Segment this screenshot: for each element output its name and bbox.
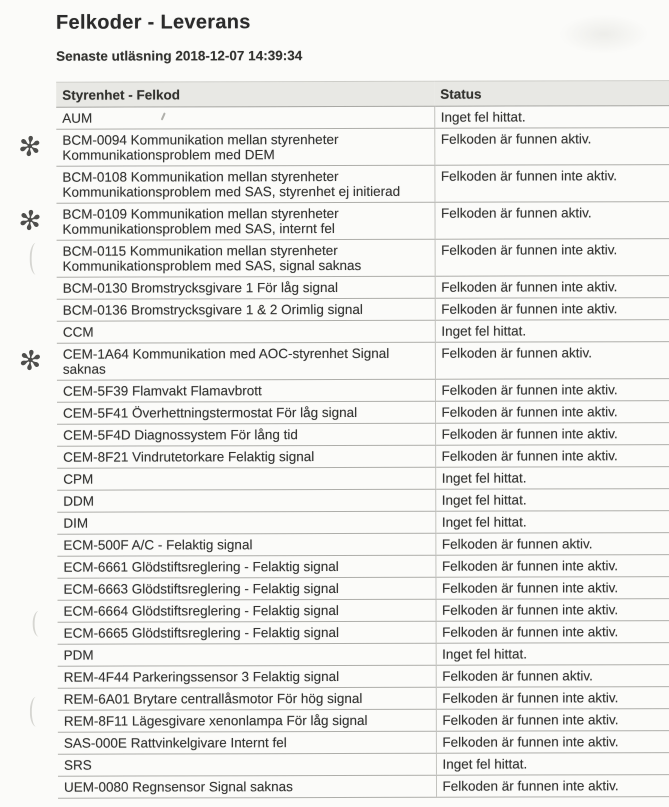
fault-code-text: CEM-1A64 Kommunikation med AOC-styrenhet Signal saknas bbox=[62, 345, 390, 377]
table-row bbox=[58, 598, 669, 622]
column-header-status: Status bbox=[434, 80, 669, 106]
fault-code-text: CEM-5F41 Överhettningstermostat För låg signal bbox=[63, 404, 358, 421]
fault-status-text: Felkoden är funnen aktiv. bbox=[434, 201, 669, 239]
fault-code-detail-text: Kommunikationsproblem med SAS, styrenhet ej initierad bbox=[62, 183, 401, 200]
fault-code-detail-text: Kommunikationsproblem med SAS, internt fel bbox=[62, 220, 335, 237]
fault-code-text: REM-4F44 Parkeringssensor 3 Felaktig signal bbox=[63, 668, 340, 685]
table-row bbox=[58, 752, 669, 776]
fault-status-text: Felkoden är funnen inte aktiv. bbox=[435, 400, 669, 423]
table-row bbox=[57, 532, 669, 556]
table-row bbox=[58, 708, 669, 732]
fault-code-text: BCM-0108 Kommunikation mellan styrenheter bbox=[62, 168, 339, 185]
fault-status-text: Felkoden är funnen inte aktiv. bbox=[435, 444, 669, 467]
fault-status-text: Felkoden är funnen inte aktiv. bbox=[435, 576, 669, 599]
table-row bbox=[57, 238, 669, 277]
fault-code-text: CPM bbox=[63, 471, 94, 487]
fault-code-text: AUM bbox=[62, 110, 93, 126]
fault-status-text: Felkoden är funnen inte aktiv. bbox=[436, 730, 669, 753]
table-row bbox=[58, 686, 669, 710]
fault-status-text: Felkoden är funnen aktiv. bbox=[436, 664, 669, 687]
fault-code-text: CEM-8F21 Vindrutetorkare Felaktig signal bbox=[63, 449, 315, 465]
fault-code-text: REM-8F11 Lägesgivare xenonlampa För låg signal bbox=[63, 712, 368, 729]
table-row bbox=[58, 730, 669, 754]
fault-code-text: CCM bbox=[62, 324, 94, 340]
table-row bbox=[57, 510, 669, 534]
fault-code-text: BCM-0094 Kommunikation mellan styrenheter bbox=[62, 131, 339, 148]
fault-status-text: Felkoden är funnen inte aktiv. bbox=[435, 422, 669, 445]
fault-status-text: Felkoden är funnen inte aktiv. bbox=[436, 708, 669, 731]
fault-status-text: Felkoden är funnen inte aktiv. bbox=[435, 378, 669, 401]
fault-status-text: Felkoden är funnen aktiv. bbox=[434, 127, 669, 165]
fault-status-text: Felkoden är funnen inte aktiv. bbox=[435, 275, 669, 298]
fault-table-header bbox=[56, 80, 669, 107]
fault-code-detail-text: Kommunikationsproblem med DEM bbox=[62, 147, 275, 163]
fault-code-detail-text: Kommunikationsproblem med SAS, signal saknas bbox=[62, 257, 362, 274]
fault-code-text: ECM-6664 Glödstiftsreglering - Felaktig signal bbox=[63, 602, 339, 619]
fault-status-text: Inget fel hittat. bbox=[436, 642, 669, 665]
fault-status-text: Felkoden är funnen inte aktiv. bbox=[436, 686, 669, 709]
last-readout-timestamp: Senaste utläsning 2018-12-07 14:39:34 bbox=[56, 48, 303, 64]
fault-code-text: UEM-0080 Regnsensor Signal saknas bbox=[63, 779, 293, 795]
table-row bbox=[57, 319, 669, 343]
column-header-styrenhet-felkod: Styrenhet - Felkod bbox=[56, 81, 434, 107]
table-row bbox=[56, 105, 669, 129]
fault-code-text: BCM-0130 Bromstrycksgivare 1 För låg signal bbox=[62, 279, 339, 296]
table-row bbox=[57, 341, 669, 380]
table-row bbox=[58, 620, 669, 644]
fault-status-text: Inget fel hittat. bbox=[434, 105, 669, 128]
handwritten-asterisk-marker: ✻ bbox=[17, 344, 44, 378]
fault-status-text: Inget fel hittat. bbox=[435, 510, 669, 533]
fault-status-text: Felkoden är funnen inte aktiv. bbox=[435, 297, 669, 320]
fault-status-text: Felkoden är funnen inte aktiv. bbox=[436, 620, 669, 643]
fault-table-body bbox=[16, 105, 669, 798]
table-row bbox=[57, 466, 669, 490]
fault-status-text: Inget fel hittat. bbox=[435, 466, 669, 489]
fault-status-text: Felkoden är funnen inte aktiv. bbox=[436, 774, 669, 797]
table-row bbox=[58, 774, 669, 798]
fault-code-text: ECM-500F A/C - Felaktig signal bbox=[63, 537, 253, 553]
fault-status-text: Felkoden är funnen inte aktiv. bbox=[435, 238, 669, 276]
table-row bbox=[58, 664, 669, 688]
fault-code-text: ECM-6661 Glödstiftsreglering - Felaktig signal bbox=[63, 558, 339, 575]
fault-code-text: SAS-000E Rattvinkelgivare Internt fel bbox=[63, 735, 287, 751]
fault-code-text: ECM-6665 Glödstiftsreglering - Felaktig signal bbox=[63, 624, 339, 641]
fault-codes-table bbox=[16, 80, 669, 799]
fault-code-text: BCM-0115 Kommunikation mellan styrenheter bbox=[62, 242, 338, 259]
table-row bbox=[57, 554, 669, 578]
fault-code-text: REM-6A01 Brytare centrallåsmotor För hög signal bbox=[63, 690, 363, 707]
page-title: Felkoder - Leverans bbox=[55, 11, 251, 34]
fault-status-text: Inget fel hittat. bbox=[435, 488, 669, 511]
fault-code-text: BCM-0136 Bromstrycksgivare 1 & 2 Orimlig signal bbox=[62, 301, 363, 318]
table-row bbox=[56, 127, 669, 166]
fault-status-text: Felkoden är funnen aktiv. bbox=[435, 341, 669, 379]
table-row bbox=[58, 642, 669, 666]
fault-status-text: Felkoden är funnen inte aktiv. bbox=[435, 554, 669, 577]
handwritten-asterisk-marker: ✻ bbox=[16, 204, 43, 238]
handwritten-asterisk-marker: ✻ bbox=[16, 130, 43, 164]
table-row bbox=[57, 275, 669, 299]
fault-code-text: CEM-5F39 Flamvakt Flamavbrott bbox=[62, 383, 262, 399]
table-row bbox=[57, 488, 669, 512]
table-row bbox=[56, 164, 669, 203]
fault-status-text: Felkoden är funnen inte aktiv. bbox=[434, 164, 669, 202]
fault-code-text: PDM bbox=[63, 647, 94, 663]
fault-status-text: Felkoden är funnen inte aktiv. bbox=[436, 598, 669, 621]
fault-code-text: DIM bbox=[63, 515, 89, 531]
fault-code-text: DDM bbox=[63, 493, 95, 509]
table-row bbox=[57, 297, 669, 321]
table-row bbox=[57, 422, 669, 446]
table-row bbox=[56, 201, 669, 240]
fault-status-text: Felkoden är funnen aktiv. bbox=[435, 532, 669, 555]
fault-status-text: Inget fel hittat. bbox=[436, 752, 669, 775]
fault-code-text: CEM-5F4D Diagnossystem För lång tid bbox=[63, 427, 298, 443]
report-content bbox=[0, 9, 669, 799]
fault-code-text: SRS bbox=[63, 757, 92, 773]
table-row bbox=[57, 576, 669, 600]
fault-status-text: Inget fel hittat. bbox=[435, 319, 669, 342]
fault-code-text: ECM-6663 Glödstiftsreglering - Felaktig signal bbox=[63, 580, 339, 597]
fault-code-text: BCM-0109 Kommunikation mellan styrenheter bbox=[62, 205, 339, 222]
table-row bbox=[57, 400, 669, 424]
table-row bbox=[57, 444, 669, 468]
table-row bbox=[57, 378, 669, 402]
